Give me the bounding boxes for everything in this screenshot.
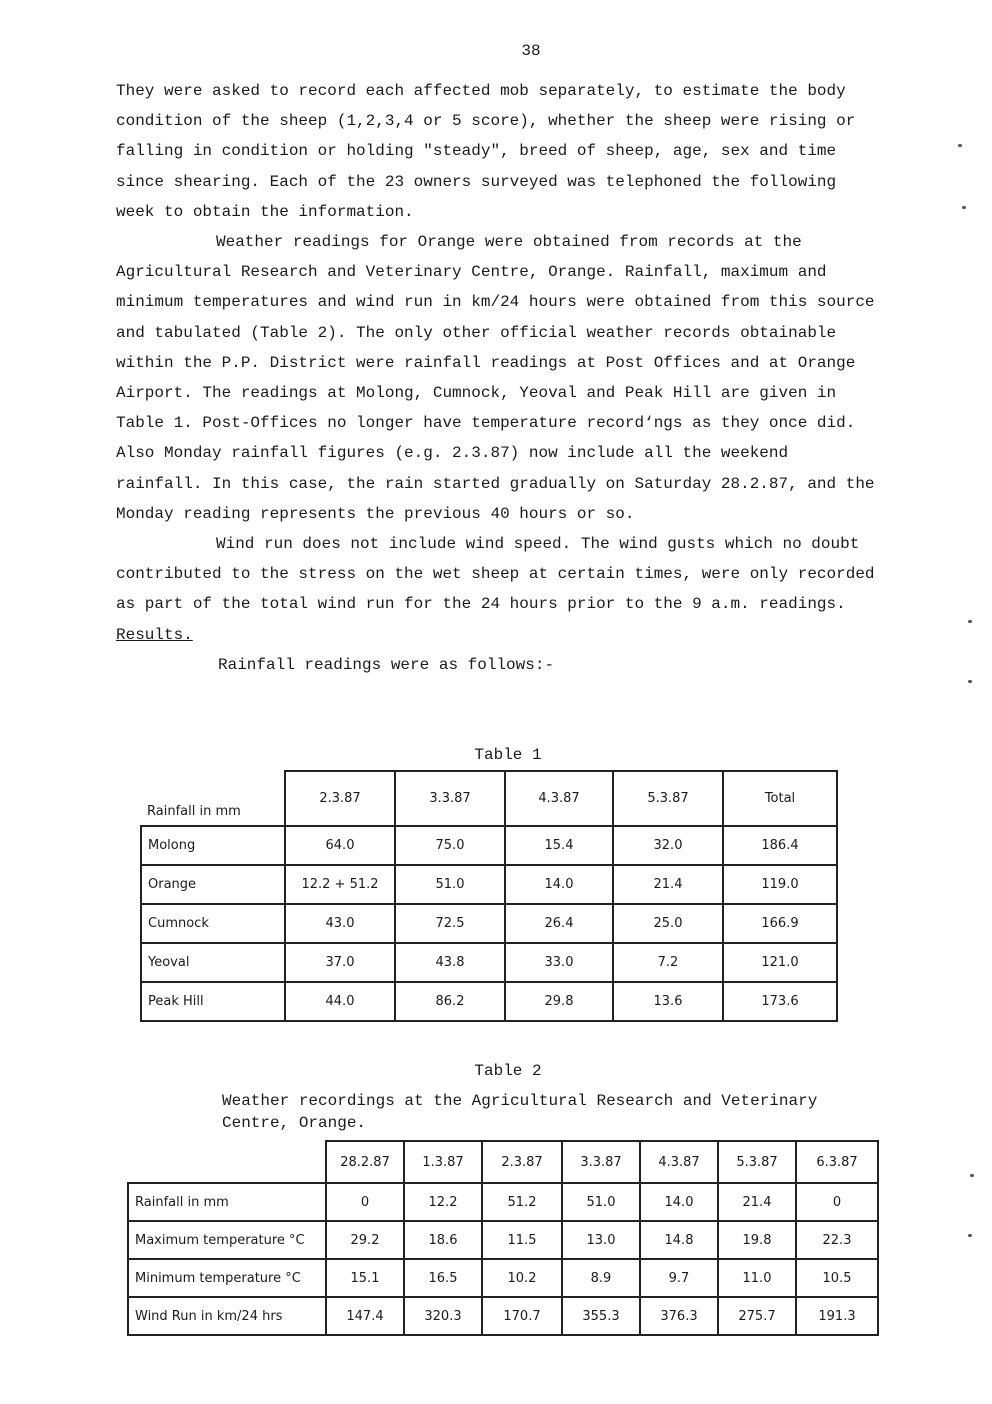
row-label: Rainfall in mm [128, 1183, 326, 1221]
table-cell: 44.0 [285, 982, 395, 1021]
table-row [128, 1297, 878, 1335]
table-header-row [141, 771, 837, 826]
table-cell: 18.6 [404, 1221, 482, 1259]
column-header: 5.3.87 [613, 771, 723, 826]
table-cell: 7.2 [613, 943, 723, 982]
table-cell: 147.4 [326, 1297, 404, 1335]
table-row [128, 1259, 878, 1297]
row-label: Maximum temperature °C [128, 1221, 326, 1259]
row-label: Molong [141, 826, 285, 865]
table-cell: 37.0 [285, 943, 395, 982]
column-header: Total [723, 771, 837, 826]
row-label: Yeoval [141, 943, 285, 982]
table-cell: 0 [796, 1183, 878, 1221]
table-cell: 32.0 [613, 826, 723, 865]
weather-table [127, 1140, 879, 1336]
rainfall-table [140, 770, 838, 1022]
table-cell: 121.0 [723, 943, 837, 982]
table-cell: 51.0 [395, 865, 505, 904]
table-cell: 13.0 [562, 1221, 640, 1259]
table-cell: 12.2 [404, 1183, 482, 1221]
paragraph: Weather readings for Orange were obtained from records at the Agricultural Research and Veterinary Centre, Orange. Rainfall, maximum and minimum temperatures and wind run in km/24 hours were obtained from this source and tabulated (Table 2). The only other official weather records obtainable within the P.P. District were rainfall readings at Post Offices and at Orange Airport. The readings at Molong, Cumnock, Yeoval and Peak Hill are given in Table 1. Post-Offices no longer have temperature record‘ngs as they once did. Also Monday rainfall figures (e.g. 2.3.87) now include all the weekend rainfall. In this case, the rain started gradually on Saturday 28.2.87, and the Monday reading represents the previous 40 hours or so. [116, 233, 875, 523]
table-cell: 26.4 [505, 904, 613, 943]
table-cell: 15.1 [326, 1259, 404, 1297]
column-header: 1.3.87 [404, 1141, 482, 1183]
table1-caption: Table 1 [474, 746, 542, 764]
table-cell: 86.2 [395, 982, 505, 1021]
table-cell: 29.8 [505, 982, 613, 1021]
results-intro: Rainfall readings were as follows:- [218, 655, 555, 674]
table-cell: 10.5 [796, 1259, 878, 1297]
table2-description: Weather recordings at the Agricultural Research and Veterinary Centre, Orange. [222, 1092, 818, 1132]
table-cell: 14.8 [640, 1221, 718, 1259]
table-cell: 119.0 [723, 865, 837, 904]
table-cell: 21.4 [613, 865, 723, 904]
scan-speck [970, 1174, 974, 1177]
column-header: 2.3.87 [285, 771, 395, 826]
table-cell: 173.6 [723, 982, 837, 1021]
row-label: Minimum temperature °C [128, 1259, 326, 1297]
column-header: 6.3.87 [796, 1141, 878, 1183]
column-header: 4.3.87 [505, 771, 613, 826]
column-header: 28.2.87 [326, 1141, 404, 1183]
table-row [141, 865, 837, 904]
table-cell: 10.2 [482, 1259, 562, 1297]
table-cell: 64.0 [285, 826, 395, 865]
table-cell: 13.6 [613, 982, 723, 1021]
scan-speck [968, 620, 972, 623]
table-row [141, 904, 837, 943]
page-number: 38 [521, 42, 541, 60]
table-corner [128, 1141, 326, 1183]
scan-speck [968, 680, 972, 683]
table-row [141, 826, 837, 865]
table-header-row [128, 1141, 878, 1183]
table-cell: 9.7 [640, 1259, 718, 1297]
table-cell: 12.2 + 51.2 [285, 865, 395, 904]
table-cell: 16.5 [404, 1259, 482, 1297]
table-cell: 170.7 [482, 1297, 562, 1335]
column-header: 5.3.87 [718, 1141, 796, 1183]
row-label: Wind Run in km/24 hrs [128, 1297, 326, 1335]
table-corner-label: Rainfall in mm [147, 804, 241, 819]
table-cell: 51.0 [562, 1183, 640, 1221]
column-header: 3.3.87 [395, 771, 505, 826]
column-header: 3.3.87 [562, 1141, 640, 1183]
table-cell: 51.2 [482, 1183, 562, 1221]
table-row [141, 982, 837, 1021]
table-cell: 21.4 [718, 1183, 796, 1221]
table-cell: 275.7 [718, 1297, 796, 1335]
table-cell: 22.3 [796, 1221, 878, 1259]
row-label: Cumnock [141, 904, 285, 943]
table-cell: 0 [326, 1183, 404, 1221]
table-cell: 33.0 [505, 943, 613, 982]
column-header: 4.3.87 [640, 1141, 718, 1183]
table-cell: 43.8 [395, 943, 505, 982]
table-row [128, 1221, 878, 1259]
table-cell: 29.2 [326, 1221, 404, 1259]
table-cell: 19.8 [718, 1221, 796, 1259]
table-cell: 72.5 [395, 904, 505, 943]
paragraph: They were asked to record each affected mob separately, to estimate the body condition of the sheep (1,2,3,4 or 5 score), whether the sheep were rising or falling in condition or holding "steady", breed of sheep, age, sex and time since shearing. Each of the 23 owners surveyed was telephoned the following week to obtain the information. [116, 82, 856, 221]
table-cell: 43.0 [285, 904, 395, 943]
table-cell: 320.3 [404, 1297, 482, 1335]
table-row [128, 1183, 878, 1221]
table-cell: 355.3 [562, 1297, 640, 1335]
table-cell: 15.4 [505, 826, 613, 865]
scan-speck [962, 206, 966, 209]
table-cell: 14.0 [640, 1183, 718, 1221]
table-cell: 8.9 [562, 1259, 640, 1297]
table-row [141, 943, 837, 982]
table-cell: 376.3 [640, 1297, 718, 1335]
table2-caption: Table 2 [474, 1062, 542, 1080]
row-label: Orange [141, 865, 285, 904]
table-cell: 11.0 [718, 1259, 796, 1297]
scan-speck [958, 144, 962, 147]
table-cell: 191.3 [796, 1297, 878, 1335]
results-heading: Results. [116, 625, 193, 644]
column-header: 2.3.87 [482, 1141, 562, 1183]
table-cell: 186.4 [723, 826, 837, 865]
table-cell: 11.5 [482, 1221, 562, 1259]
table-cell: 166.9 [723, 904, 837, 943]
paragraph: Wind run does not include wind speed. The wind gusts which no doubt contributed to the stress on the wet sheep at certain times, were only recorded as part of the total wind run for the 24 hours prior to the 9 a.m. readings. [116, 535, 875, 614]
body-text [116, 76, 876, 680]
row-label: Peak Hill [141, 982, 285, 1021]
table-cell: 75.0 [395, 826, 505, 865]
table-cell: 25.0 [613, 904, 723, 943]
table-cell: 14.0 [505, 865, 613, 904]
scan-speck [968, 1234, 972, 1237]
